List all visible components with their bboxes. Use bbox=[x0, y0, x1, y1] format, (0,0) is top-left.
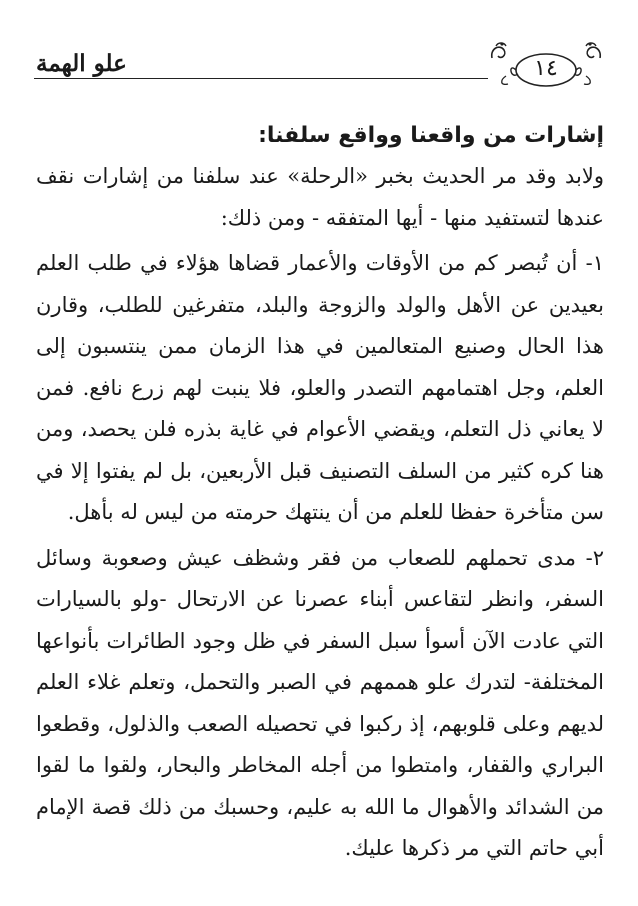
intro-paragraph: ولابد وقد مر الحديث بخبر «الرحلة» عند سلفنا من إشارات نقف عندها لتستفيد منها - أيها المتفقه - ومن ذلك: bbox=[36, 164, 604, 230]
point-1-paragraph: ١- أن تُبصر كم من الأوقات والأعمار قضاها هؤلاء في طلب العلم بعيدين عن الأهل والولد والزوجة والبلد، متفرغين للطلب، وقارن هذا الحال وصنيع المتعالمين في هذا الزمان ممن ينتسبون إلى العلم، وجل اهتمامهم التصدر والعلو، فلا ينبت لهم زرع نافع. فمن لا يعاني ذل التعلم، ويقضي الأعوام في غاية بذره فلن يحصد، ومن هنا كره كثير من السلف التصنيف قبل الأربعين، بل لم يفتوا إلا في سن متأخرة حفظا للعلم من أن ينتهك حرمته من ليس له بأهل. bbox=[36, 251, 604, 524]
page-content bbox=[36, 118, 604, 870]
page-number-badge bbox=[488, 40, 604, 100]
running-title: علو الهمة bbox=[34, 50, 133, 78]
page-header bbox=[34, 40, 604, 100]
point-2-paragraph: ٢- مدى تحملهم للصعاب من فقر وشظف عيش وصعوبة وسائل السفر، وانظر لتقاعس أبناء عصرنا عن الارتحال -ولو بالسيارات التي عادت الآن أسوأ سبل السفر في ظل وجود الطائرات بأنواعها المختلفة- لتدرك علو هممهم في الصبر والتحمل، وتعلم غلاء العلم لديهم وعلى قلوبهم، إذ ركبوا في تحصيله الصعب والذلول، وقطعوا البراري والقفار، وامتطوا من أجله المخاطر والبحار، ولقوا ما لقوا من الشدائد والأهوال ما الله به عليم، وحسبك من ذلك قصة الإمام أبي حاتم التي مر ذكرها عليك. bbox=[36, 545, 604, 860]
section-heading: إشارات من واقعنا وواقع سلفنا: bbox=[258, 123, 604, 148]
page-number: ١٤ bbox=[534, 56, 558, 81]
